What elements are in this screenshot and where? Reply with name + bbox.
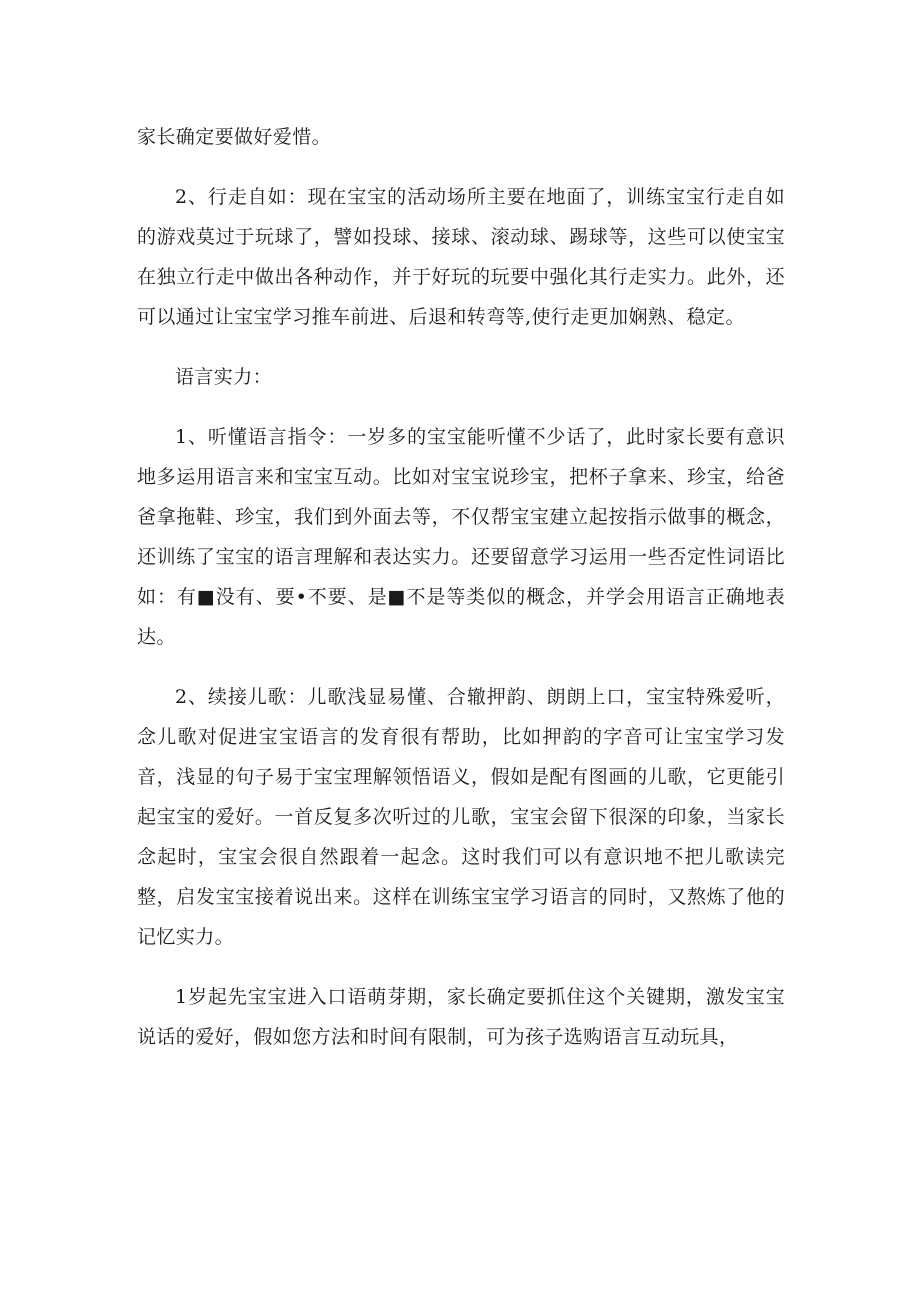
paragraph-3: 语言实力：: [175, 366, 273, 388]
paragraph-5: 2、续接儿歌：儿歌浅显易懂、合辙押韵、朗朗上口，宝宝特殊爱听，念儿歌对促进宝宝语言的发育很有帮助，比如押韵的字音可让宝宝学习发音，浅显的句子易于宝宝理解领悟语义，假如是配有图画的儿歌，它更能引起宝宝的爱好。一首反复多次听过的儿歌，宝宝会留下很深的印象，当家长念起时，宝宝会很自然跟着一起念。这时我们可以有意识地不把儿歌读完整，启发宝宝接着说出来。这样在训练宝宝学习语言的同时，又熬炼了他的记忆实力。: [137, 686, 785, 948]
body-text: [137, 117, 785, 1057]
paragraph-2: 2、行走自如：现在宝宝的活动场所主要在地面了，训练宝宝行走自如的游戏莫过于玩球了，譬如投球、接球、滚动球、踢球等，这些可以使宝宝在独立行走中做出各种动作，并于好玩的玩要中强化其行走实力。此外，还可以通过让宝宝学习推车前进、后退和转弯等,使行走更加娴熟、稳定。: [137, 186, 785, 328]
paragraph-6: 1岁起先宝宝进入口语萌芽期，家长确定要抓住这个关键期，激发宝宝说话的爱好，假如您方法和时间有限制，可为孩子选购语言互动玩具，: [137, 986, 785, 1048]
paragraph-4: 1、听懂语言指令：一岁多的宝宝能听懂不少话了，此时家长要有意识地多运用语言来和宝宝互动。比如对宝宝说珍宝，把杯子拿来、珍宝，给爸爸拿拖鞋、珍宝，我们到外面去等，不仅帮宝宝建立起按指示做事的概念，还训练了宝宝的语言理解和表达实力。还要留意学习运用一些否定性词语比如：有■没有、要•不要、是■不是等类似的概念，并学会用语言正确地表达。: [137, 426, 785, 648]
paragraph-1: 家长确定要做好爱惜。: [137, 126, 332, 148]
